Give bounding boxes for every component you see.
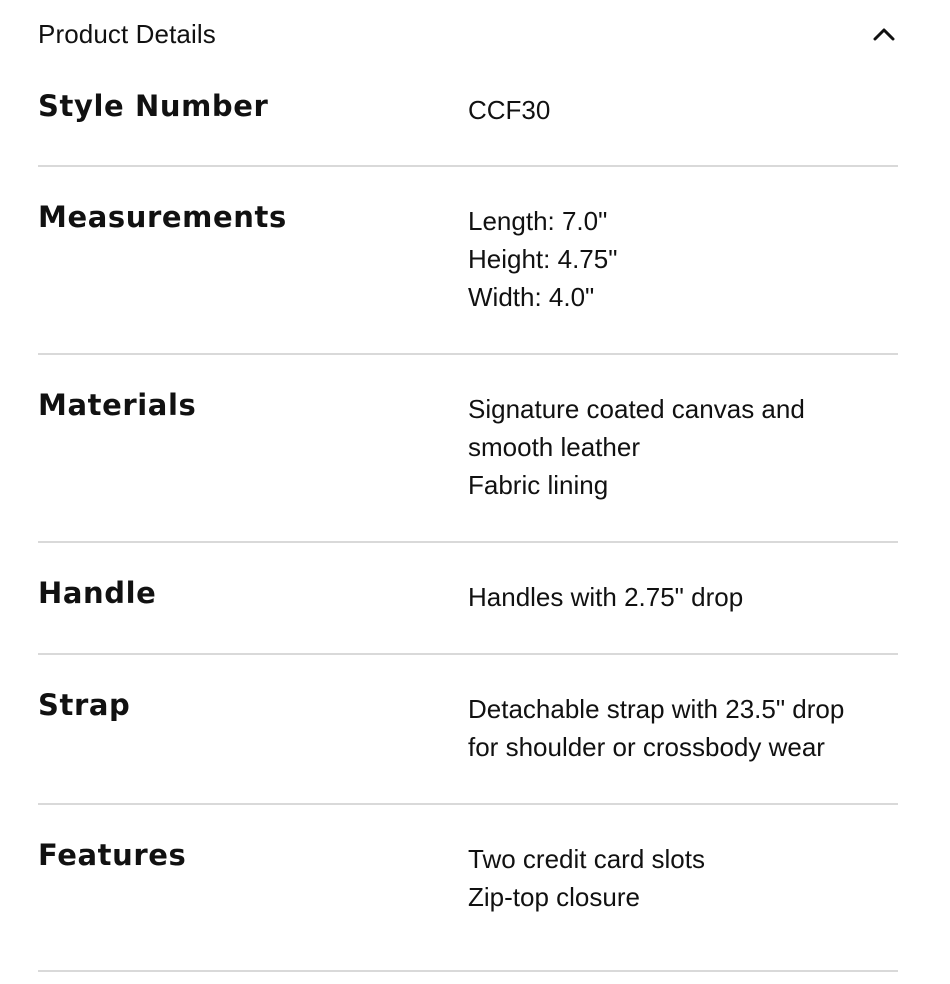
detail-label: Features xyxy=(38,838,187,872)
detail-value-line: Fabric lining xyxy=(468,470,609,500)
detail-value-line: smooth leather xyxy=(468,432,640,462)
detail-label: Materials xyxy=(38,388,197,422)
detail-value-line: Signature coated canvas and xyxy=(468,394,805,424)
detail-label: Handle xyxy=(38,576,157,610)
product-details-title: Product Details xyxy=(38,18,216,49)
detail-value xyxy=(468,167,898,353)
detail-value-line: Handles with 2.75" drop xyxy=(468,582,744,612)
chevron-up-icon[interactable] xyxy=(870,20,898,48)
detail-value-line: Detachable strap with 23.5" drop xyxy=(468,694,845,724)
detail-row-style-number xyxy=(38,70,898,167)
detail-value xyxy=(468,70,898,165)
detail-value-line: for shoulder or crossbody wear xyxy=(468,732,825,762)
detail-value-line: Width: 4.0" xyxy=(468,282,595,312)
details-list xyxy=(38,70,898,972)
detail-value xyxy=(468,543,898,653)
detail-value-line: Height: 4.75" xyxy=(468,244,618,274)
detail-label: Measurements xyxy=(38,200,287,234)
detail-value-line: Two credit card slots xyxy=(468,844,705,874)
detail-value xyxy=(468,655,898,803)
detail-row-measurements xyxy=(38,167,898,355)
detail-row-features xyxy=(38,805,898,972)
detail-value-line: CCF30 xyxy=(468,95,551,125)
detail-label: Strap xyxy=(38,688,131,722)
detail-row-materials xyxy=(38,355,898,543)
detail-value-line: Length: 7.0" xyxy=(468,206,608,236)
product-details-header[interactable] xyxy=(38,0,898,70)
detail-value xyxy=(468,355,898,541)
detail-row-strap xyxy=(38,655,898,805)
detail-label: Style Number xyxy=(38,89,269,123)
detail-row-handle xyxy=(38,543,898,655)
detail-value xyxy=(468,805,898,970)
detail-value-line: Zip-top closure xyxy=(468,882,640,912)
product-details-accordion xyxy=(38,0,898,972)
